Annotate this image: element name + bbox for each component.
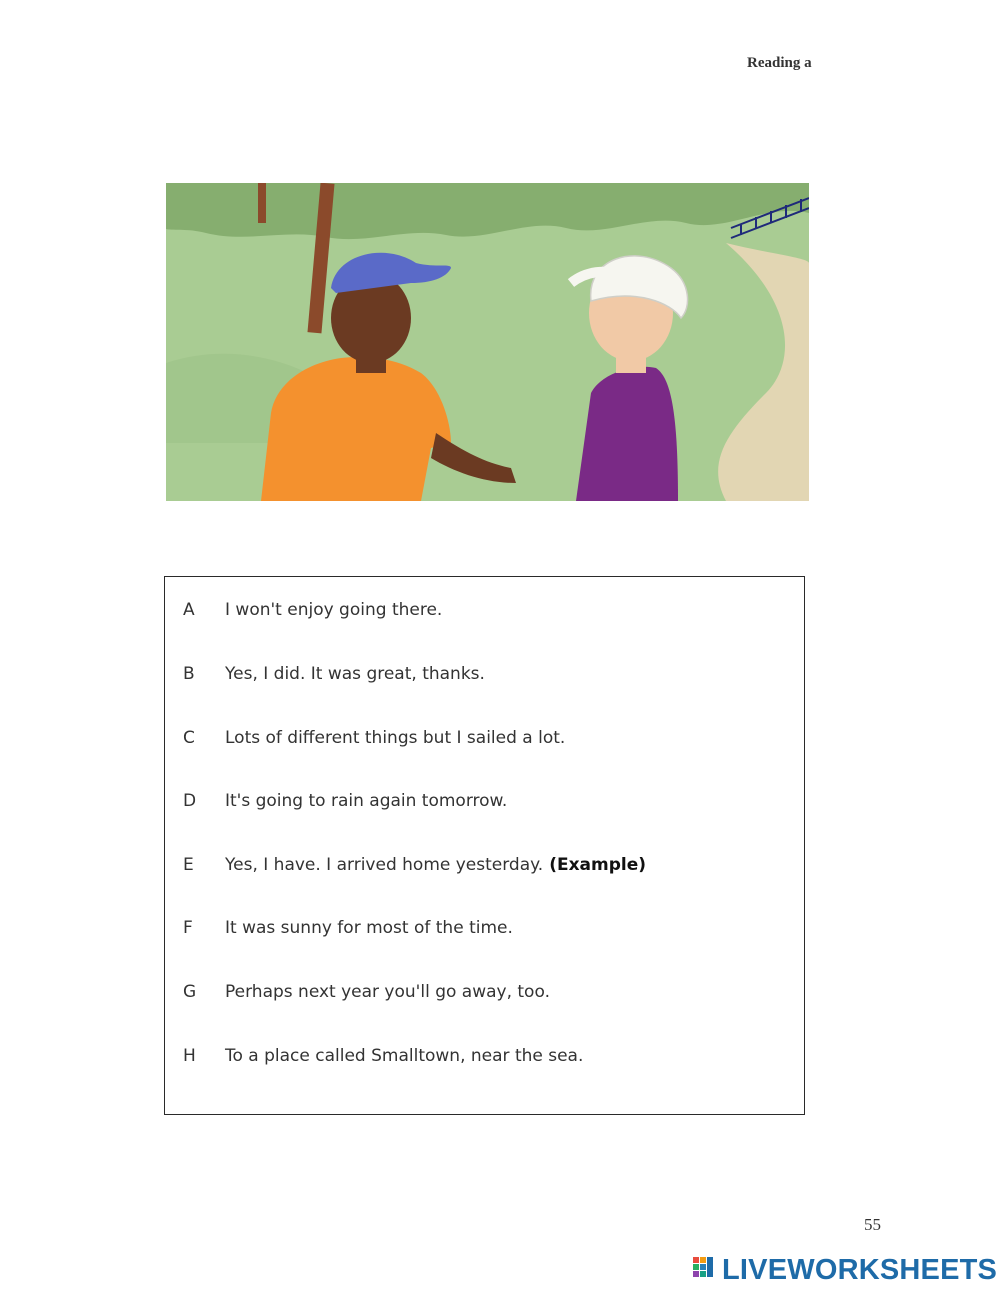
option-letter: E — [183, 855, 194, 875]
brand-name: LIVEWORKSHEETS — [722, 1253, 998, 1286]
option-text: Yes, I have. I arrived home yesterday. (Example) — [225, 855, 647, 875]
brand-logo[interactable] — [693, 1252, 997, 1288]
option-letter: D — [183, 791, 197, 811]
option-e — [165, 855, 804, 885]
option-f — [165, 918, 804, 948]
option-g — [165, 982, 804, 1012]
answer-options-box — [164, 576, 805, 1115]
option-text: Lots of different things but I sailed a lot. — [225, 728, 566, 748]
option-h — [165, 1046, 804, 1076]
example-label: (Example) — [549, 855, 647, 875]
option-text: Yes, I did. It was great, thanks. — [225, 664, 485, 684]
option-d — [165, 791, 804, 821]
liveworksheets-logo-icon — [693, 1257, 719, 1283]
option-letter: G — [183, 982, 197, 1002]
option-text: I won't enjoy going there. — [225, 600, 443, 620]
option-text: It was sunny for most of the time. — [225, 918, 513, 938]
option-letter: C — [183, 728, 195, 748]
park-illustration — [166, 183, 809, 501]
option-letter: H — [183, 1046, 196, 1066]
option-letter: B — [183, 664, 195, 684]
option-letter: F — [183, 918, 193, 938]
option-b — [165, 664, 804, 694]
page-number: 55 — [864, 1215, 881, 1234]
page-header: Reading a — [747, 55, 812, 71]
tree-trunk-small — [258, 183, 266, 223]
option-text: To a place called Smalltown, near the sea. — [225, 1046, 584, 1066]
option-text: Perhaps next year you'll go away, too. — [225, 982, 550, 1002]
option-letter: A — [183, 600, 195, 620]
option-a — [165, 600, 804, 630]
option-c — [165, 728, 804, 758]
option-text: It's going to rain again tomorrow. — [225, 791, 508, 811]
